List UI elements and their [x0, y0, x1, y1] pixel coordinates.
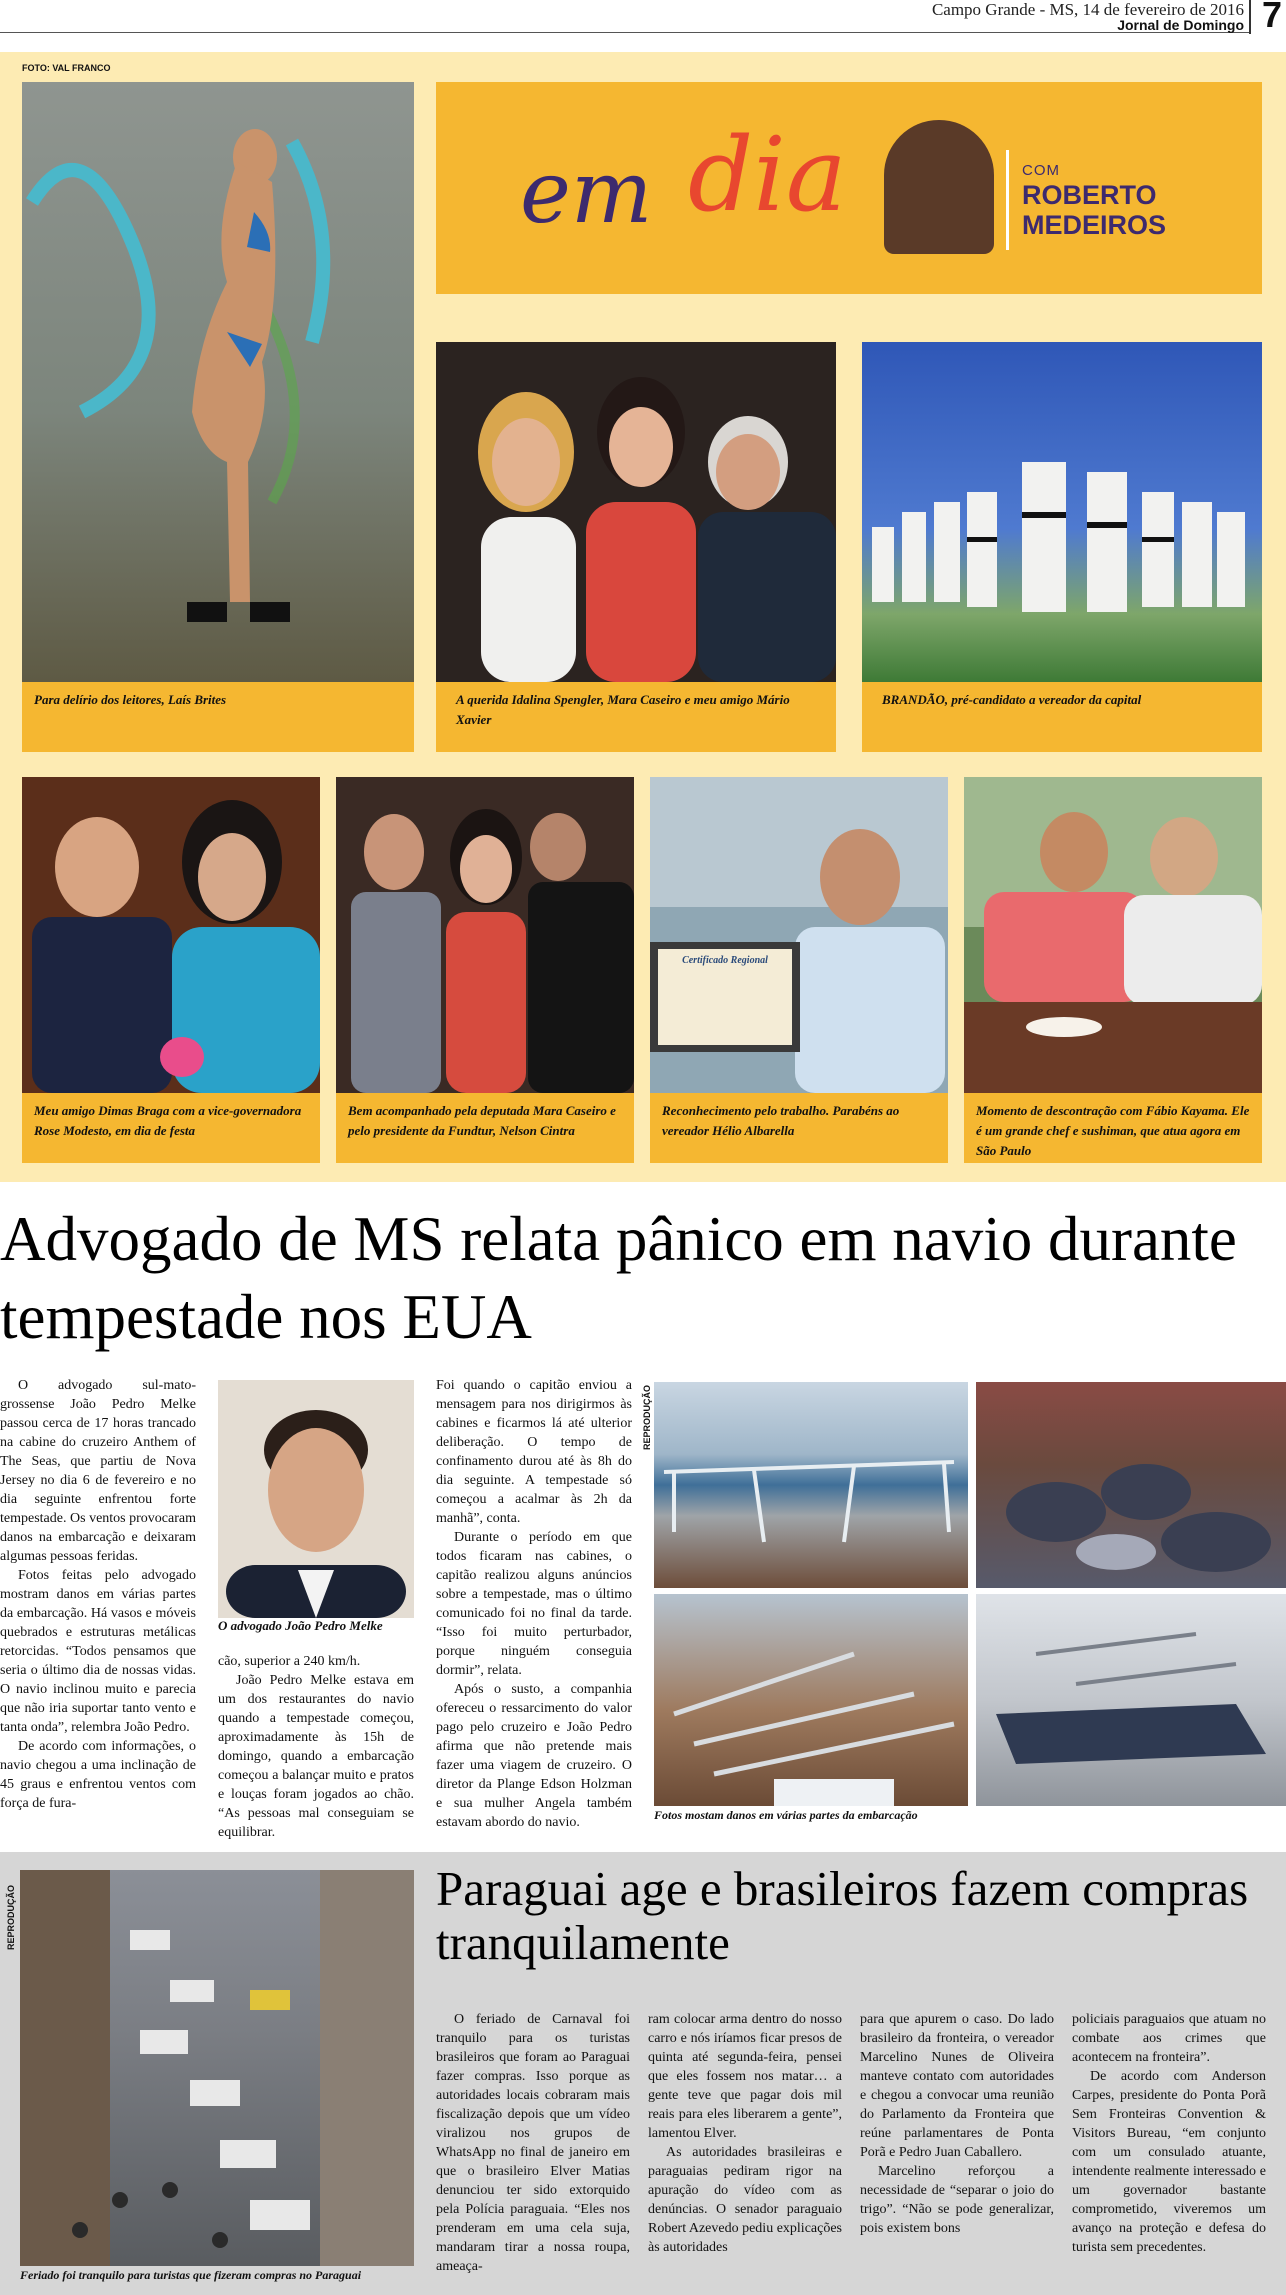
- caption-helio: Reconhecimento pelo trabalho. Parabéns ao vereador Hélio Albarella: [650, 1093, 948, 1163]
- article2-col2: [648, 2010, 842, 2257]
- header-rule: [0, 32, 1250, 33]
- caption-mara: Bem acompanhado pela deputada Mara Caseiro e pelo presidente da Fundtur, Nelson Cintra: [336, 1093, 634, 1163]
- photo-dimas: [22, 777, 320, 1093]
- photo-mara: [336, 777, 634, 1093]
- photo-lais: [22, 82, 414, 682]
- banner-dia: dia: [688, 116, 847, 235]
- article2-photo-credit: REPRODUÇÃO: [6, 1884, 16, 1950]
- article2-col4-p1: De acordo com Anderson Carpes, presidente do Ponta Porã Sem Fronteiras Convention & Visitors Bureau, “em conjunto com um consulado atuante, intendente realmente interessado e um governador bastante comprometido, viveremos um avanço na proteção e defesa do turista sem precedentes.: [1072, 2069, 1266, 2255]
- article1-col2-p1: João Pedro Melke estava em um dos restaurantes do navio quando a tempestade começou, aproximadamente às 15h de domingo, quando a embarcação começou a balançar muito e pratos e louças foram jogados ao chão. “As pessoas mal conseguiam se equilibrar.: [218, 1673, 414, 1840]
- article1-col3-p2: Após o susto, a companhia ofereceu o ressarcimento do valor pago pelo cruzeiro e João Pedro afirma que não pretende mais fazer uma viagem de cruzeiro. O diretor da Plange Edson Holzman e sua mulher Angela também estavam abordo do navio.: [436, 1682, 632, 1830]
- street-scene: [20, 1870, 414, 2266]
- photo-helio: [650, 777, 948, 1093]
- article1-photo-credit: REPRODUÇÃO: [642, 1384, 652, 1450]
- article1-col3: [436, 1376, 632, 1832]
- photo-helio-scene: [650, 777, 948, 1093]
- portrait-caption: O advogado João Pedro Melke: [218, 1618, 383, 1633]
- article1-col1-p1: O advogado sul-mato-grossense João Pedro Melke passou cerca de 17 horas trancado na cabine do cruzeiro Anthem of The Seas, que partiu de Nova Jersey no dia 6 de fevereiro e no dia seguinte enfrentou forte tempestade. Os ventos provocaram danos na embarcação e deixaram algumas pessoas feridas.: [0, 1378, 196, 1564]
- banner-separator: [1006, 150, 1009, 250]
- caption-brandao: BRANDÃO, pré-candidato a vereador da capital: [862, 682, 1262, 752]
- article2-col3-p1: Marcelino reforçou a necessidade de “separar o joio do trigo”. “Não se pode generalizar, pois existem bons: [860, 2164, 1054, 2236]
- name-line1: ROBERTO: [1022, 180, 1157, 210]
- article1-col3-p0: Foi quando o capitão enviou a mensagem para nos dirigirmos às cabines e ficarmos lá até ulterior deliberação. O tempo de confinamento durou até às 8h do dia seguinte. A tempestade só começou a acalmar às 2h da manhã”, conta.: [436, 1378, 632, 1526]
- article2-col1-p1: O feriado de Carnaval foi tranquilo para os turistas brasileiros que foram ao Paraguai fazer compras. Isso porque as autoridades locais cobraram mais fiscalização depois que um vídeo viralizou nos grupos de WhatsApp no final de janeiro em que o brasileiro Elver Matias denunciou ter sido extorquido pela Polícia paraguaia. “Eles nos prenderam em uma cela suja, mandaram tirar a nossa roupa, ameaça-: [436, 2012, 630, 2274]
- header-city-date: Campo Grande - MS, 14 de fevereiro de 2016: [931, 0, 1244, 19]
- article1-col1: [0, 1376, 196, 1813]
- ship-photo-4: [976, 1594, 1286, 1806]
- article1-col2-cont: cão, superior a 240 km/h.: [218, 1654, 361, 1669]
- photo-idalina-people: [436, 342, 836, 682]
- ship-photos-caption: Fotos mostam danos em várias partes da embarcação: [654, 1808, 918, 1822]
- article2-headline: Paraguai age e brasileiros fazem compras tranquilamente: [436, 1861, 1249, 1970]
- caption-idalina: A querida Idalina Spengler, Mara Caseiro e meu amigo Mário Xavier: [436, 682, 836, 752]
- portrait-figure: [218, 1380, 414, 1618]
- ship-debris: [654, 1594, 968, 1806]
- article2-col2-p1: As autoridades brasileiras e paraguaias pediram rigor na apuração do vídeo com as denúncias. O senador paraguaio Robert Azevedo pediu explicações às autoridades: [648, 2145, 842, 2255]
- article1-col2: [218, 1652, 414, 1842]
- caption-dimas: Meu amigo Dimas Braga com a vice-governadora Rose Modesto, em dia de festa: [22, 1093, 320, 1163]
- article2-col1: [436, 2010, 630, 2276]
- photo-fabio-scene: [964, 777, 1262, 1093]
- photo-paraguay-street: [20, 1870, 414, 2266]
- photo-lais-figure: [22, 82, 414, 682]
- banner-em: em: [520, 143, 653, 243]
- columnist-portrait: [884, 120, 994, 254]
- photo-brandao: [862, 342, 1262, 682]
- article1-col1-p2: Fotos feitas pelo advogado mostram danos em várias partes da embarcação. Há vasos e móveis quebrados e estruturas metálicas retorcidas. “Todos pensamos que seria o último dia de nossas vidas. O navio inclinou muito e parecia que não iria suportar tanto vento e tanta onda”, relembra João Pedro.: [0, 1568, 196, 1735]
- ship-chairs: [976, 1382, 1286, 1588]
- portrait-joao-pedro: [218, 1380, 414, 1618]
- article2-photo-caption: Feriado foi tranquilo para turistas que fizeram compras no Paraguai: [20, 2268, 362, 2282]
- certificate-title: Certificado Regional: [682, 955, 768, 966]
- photo-idalina: [436, 342, 836, 682]
- article2-col3: [860, 2010, 1054, 2238]
- ship-railing: [654, 1382, 968, 1588]
- photo-brandao-group: [862, 342, 1262, 682]
- ship-loungers: [976, 1594, 1286, 1806]
- photo-fabio: [964, 777, 1262, 1093]
- article2-col4-cont: policiais paraguaios que atuam no combate aos crimes que acontecem na fronteira”.: [1072, 2012, 1266, 2065]
- photo-mara-people: [336, 777, 634, 1093]
- article2-col4: [1072, 2010, 1266, 2257]
- header-paper-name: Jornal de Domingo: [1117, 17, 1244, 33]
- article1-headline: Advogado de MS relata pânico em navio durante tempestade nos EUA: [0, 1204, 1237, 1352]
- banner-columnist-name: [1022, 180, 1166, 240]
- banner-com: COM: [1022, 162, 1060, 179]
- article2-col2-cont: ram colocar arma dentro do nosso carro e nós iríamos ficar presos de quinta até segunda-feira, pensei que eles fossem nos matar… a gente teve que pagar dois mil reais para eles liberarem a gente”, lamentou Elver.: [648, 2012, 842, 2141]
- caption-fabio: Momento de descontração com Fábio Kayama. Ele é um grande chef e sushiman, que atua agora em São Paulo: [964, 1093, 1262, 1163]
- ship-photo-2: [976, 1382, 1286, 1588]
- header-divider: [1249, 0, 1251, 34]
- article1-col3-p1: Durante o período em que todos ficaram nas cabines, o capitão realizou alguns anúncios sobre a tempestade, mas o último comunicado foi no final da tarde. “Isso foi muito perturbador, porque ninguém conseguia dormir”, relata.: [436, 1530, 632, 1678]
- name-line2: MEDEIROS: [1022, 210, 1167, 240]
- article1-col1-p3: De acordo com informações, o navio chegou a uma inclinação de 45 graus e enfrentou ventos com força de fura-: [0, 1739, 196, 1811]
- article2-col3-cont: para que apurem o caso. Do lado brasileiro da fronteira, o vereador Marcelino Nunes de Oliveira manteve contato com autoridades e chegou a convocar uma reunião do Parlamento da Fronteira que reúne parlamentares de Ponta Porã e Pedro Juan Caballero.: [860, 2012, 1054, 2160]
- caption-lais: Para delírio dos leitores, Laís Brites: [22, 682, 414, 752]
- photo-dimas-people: [22, 777, 320, 1093]
- photo-credit: FOTO: VAL FRANCO: [22, 63, 111, 73]
- page-number: 7: [1262, 0, 1283, 35]
- ship-photo-3: [654, 1594, 968, 1806]
- ship-photo-1: [654, 1382, 968, 1588]
